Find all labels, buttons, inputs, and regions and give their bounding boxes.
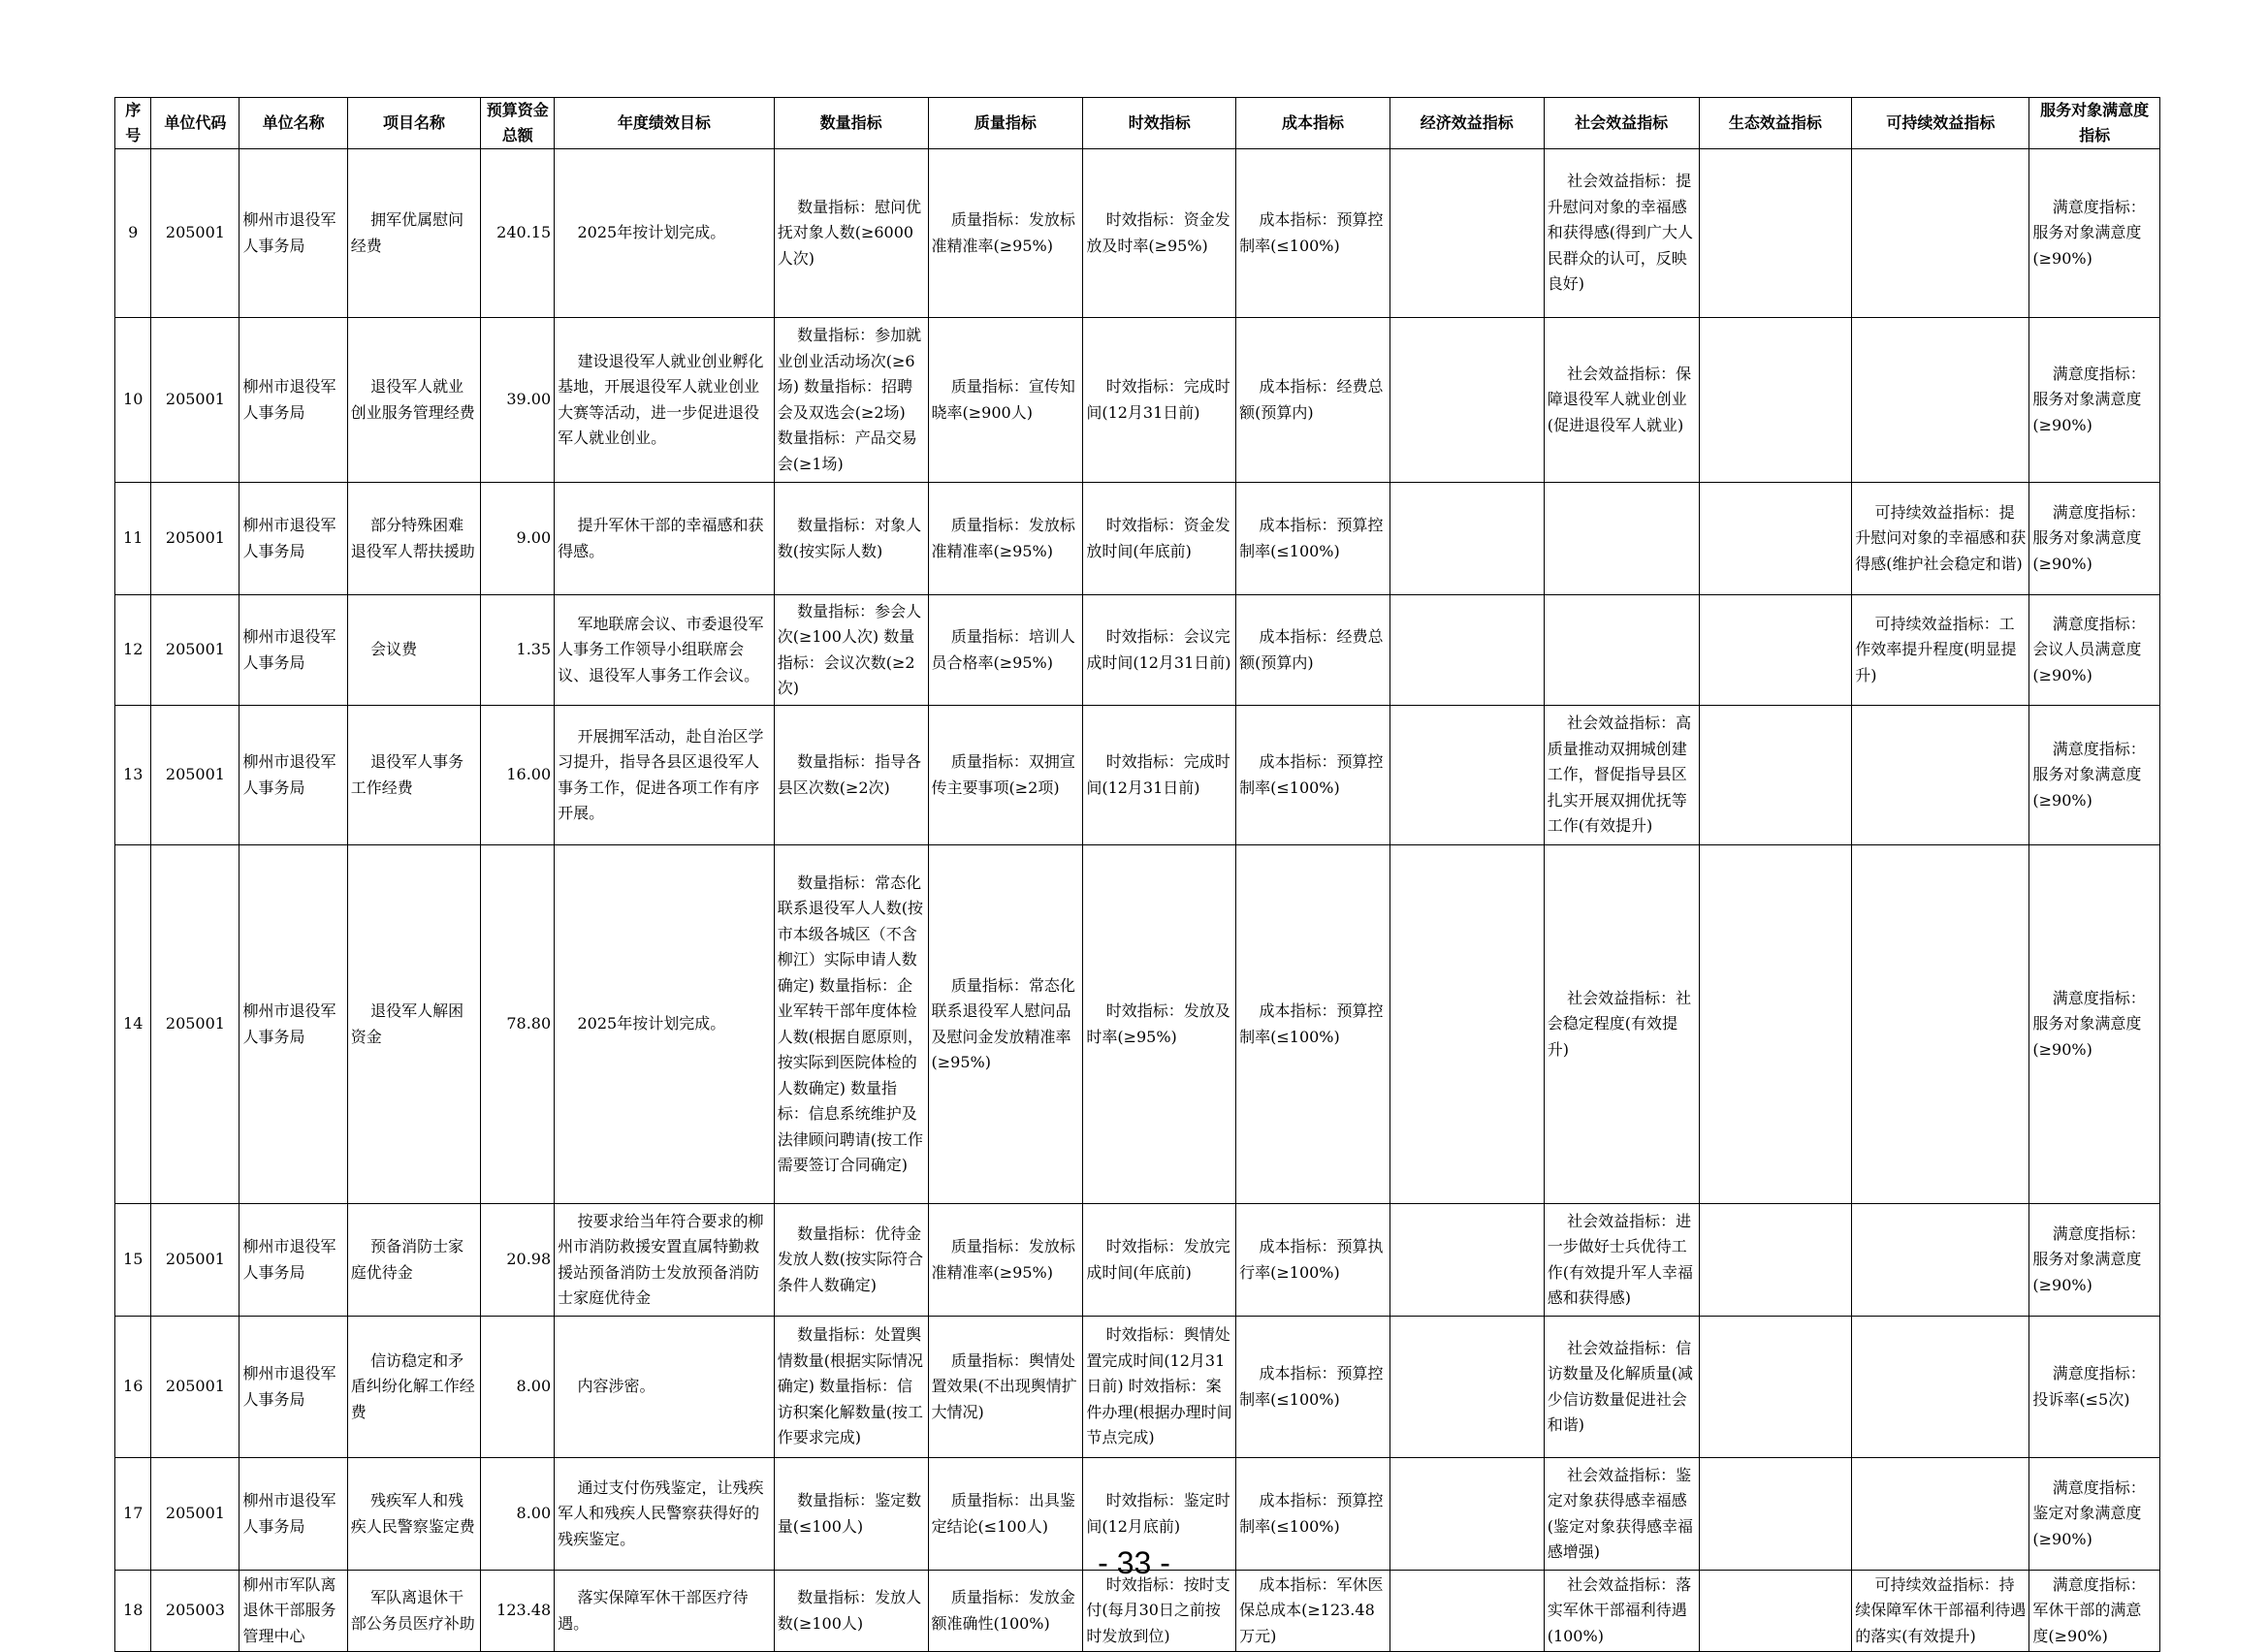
cell-quantity-indicator: 数量指标：参会人次(≥100人次) 数量指标：会议次数(≥2次) [774,595,928,706]
table-row [115,845,2160,1204]
cell-cost-indicator: 成本指标：预算控制率(≤100%) [1236,149,1390,318]
table-row [115,1571,2160,1652]
cell-annual-goal: 通过支付伤残鉴定，让残疾军人和残疾人民警察获得好的残疾鉴定。 [555,1458,775,1571]
cell-unit-code: 205001 [151,1204,240,1317]
cell-cost-indicator: 成本指标：预算控制率(≤100%) [1236,483,1390,595]
cell-quantity-indicator: 数量指标：鉴定数量(≤100人) [774,1458,928,1571]
header-cell: 序号 [115,98,151,149]
header-cell: 项目名称 [347,98,481,149]
cell-quantity-indicator: 数量指标：发放人数(≥100人) [774,1571,928,1652]
cell-quantity-indicator: 数量指标：参加就业创业活动场次(≥6场) 数量指标：招聘会及双选会(≥2场) 数量指标：产品交易会(≥1场) [774,318,928,483]
cell-satisfaction-indicator: 满意度指标：鉴定对象满意度(≥90%) [2029,1458,2160,1571]
cell-project-name: 预备消防士家庭优待金 [347,1204,481,1317]
cell-sustainable-benefit [1852,1204,2029,1317]
cell-budget: 240.15 [481,149,555,318]
header-cell: 年度绩效目标 [555,98,775,149]
cell-seq: 13 [115,706,151,845]
cell-quantity-indicator: 数量指标：优待金发放人数(按实际符合条件人数确定) [774,1204,928,1317]
cell-budget: 39.00 [481,318,555,483]
header-cell: 社会效益指标 [1544,98,1699,149]
cell-satisfaction-indicator: 满意度指标：服务对象满意度(≥90%) [2029,483,2160,595]
header-cell: 经济效益指标 [1390,98,1544,149]
cell-annual-goal: 建设退役军人就业创业孵化基地，开展退役军人就业创业大赛等活动，进一步促进退役军人就业创业。 [555,318,775,483]
cell-project-name: 退役军人就业创业服务管理经费 [347,318,481,483]
cell-budget: 8.00 [481,1317,555,1458]
cell-ecological-benefit [1699,318,1852,483]
cell-unit-code: 205001 [151,483,240,595]
cell-satisfaction-indicator: 满意度指标：军休干部的满意度(≥90%) [2029,1571,2160,1652]
cell-satisfaction-indicator: 满意度指标：会议人员满意度(≥90%) [2029,595,2160,706]
cell-timeliness-indicator: 时效指标：完成时间(12月31日前) [1083,706,1236,845]
header-cell: 单位代码 [151,98,240,149]
cell-economic-benefit [1390,1317,1544,1458]
cell-annual-goal: 落实保障军休干部医疗待遇。 [555,1571,775,1652]
cell-sustainable-benefit: 可持续效益指标：工作效率提升程度(明显提升) [1852,595,2029,706]
header-cell: 可持续效益指标 [1852,98,2029,149]
cell-quality-indicator: 质量指标：出具鉴定结论(≤100人) [928,1458,1083,1571]
cell-economic-benefit [1390,149,1544,318]
cell-budget: 9.00 [481,483,555,595]
cell-quantity-indicator: 数量指标：处置舆情数量(根据实际情况确定) 数量指标：信访积案化解数量(按工作要求完成) [774,1317,928,1458]
cell-unit-name: 柳州市退役军人事务局 [240,845,347,1204]
cell-social-benefit: 社会效益指标：鉴定对象获得感幸福感(鉴定对象获得感幸福感增强) [1544,1458,1699,1571]
cell-social-benefit [1544,483,1699,595]
cell-satisfaction-indicator: 满意度指标：服务对象满意度(≥90%) [2029,706,2160,845]
cell-social-benefit: 社会效益指标：信访数量及化解质量(减少信访数量促进社会和谐) [1544,1317,1699,1458]
table-row [115,483,2160,595]
table-row [115,706,2160,845]
cell-annual-goal: 开展拥军活动，赴自治区学习提升，指导各县区退役军人事务工作，促进各项工作有序开展。 [555,706,775,845]
cell-ecological-benefit [1699,1571,1852,1652]
cell-quantity-indicator: 数量指标：慰问优抚对象人数(≥6000人次) [774,149,928,318]
cell-seq: 15 [115,1204,151,1317]
header-cell: 生态效益指标 [1699,98,1852,149]
cell-satisfaction-indicator: 满意度指标：服务对象满意度(≥90%) [2029,845,2160,1204]
header-cell: 质量指标 [928,98,1083,149]
cell-economic-benefit [1390,483,1544,595]
cell-quality-indicator: 质量指标：培训人员合格率(≥95%) [928,595,1083,706]
cell-unit-code: 205001 [151,706,240,845]
table-body [115,149,2160,1652]
cell-project-name: 军队离退休干部公务员医疗补助 [347,1571,481,1652]
cell-unit-name: 柳州市退役军人事务局 [240,1204,347,1317]
cell-timeliness-indicator: 时效指标：发放及时率(≥95%) [1083,845,1236,1204]
cell-project-name: 信访稳定和矛盾纠纷化解工作经费 [347,1317,481,1458]
cell-social-benefit: 社会效益指标：保障退役军人就业创业(促进退役军人就业) [1544,318,1699,483]
cell-social-benefit: 社会效益指标：社会稳定程度(有效提升) [1544,845,1699,1204]
cell-economic-benefit [1390,595,1544,706]
cell-quality-indicator: 质量指标：双拥宣传主要事项(≥2项) [928,706,1083,845]
cell-satisfaction-indicator: 满意度指标：投诉率(≤5次) [2029,1317,2160,1458]
cell-seq: 17 [115,1458,151,1571]
cell-ecological-benefit [1699,1317,1852,1458]
cell-project-name: 退役军人解困资金 [347,845,481,1204]
cell-social-benefit [1544,595,1699,706]
cell-cost-indicator: 成本指标：预算控制率(≤100%) [1236,1317,1390,1458]
table-row [115,595,2160,706]
cell-seq: 14 [115,845,151,1204]
table-row [115,1317,2160,1458]
cell-cost-indicator: 成本指标：预算控制率(≤100%) [1236,706,1390,845]
cell-project-name: 残疾军人和残疾人民警察鉴定费 [347,1458,481,1571]
cell-unit-code: 205003 [151,1571,240,1652]
cell-sustainable-benefit [1852,318,2029,483]
cell-unit-name: 柳州市退役军人事务局 [240,1458,347,1571]
cell-social-benefit: 社会效益指标：提升慰问对象的幸福感和获得感(得到广大人民群众的认可，反映良好) [1544,149,1699,318]
cell-satisfaction-indicator: 满意度指标：服务对象满意度(≥90%) [2029,149,2160,318]
header-cell: 时效指标 [1083,98,1236,149]
cell-timeliness-indicator: 时效指标：鉴定时间(12月底前) [1083,1458,1236,1571]
cell-unit-name: 柳州市退役军人事务局 [240,149,347,318]
cell-ecological-benefit [1699,595,1852,706]
cell-ecological-benefit [1699,149,1852,318]
cell-cost-indicator: 成本指标：经费总额(预算内) [1236,595,1390,706]
cell-project-name: 拥军优属慰问经费 [347,149,481,318]
header-cell: 服务对象满意度指标 [2029,98,2160,149]
cell-cost-indicator: 成本指标：军休医保总成本(≥123.48万元) [1236,1571,1390,1652]
cell-ecological-benefit [1699,845,1852,1204]
cell-seq: 9 [115,149,151,318]
cell-social-benefit: 社会效益指标：高质量推动双拥城创建工作，督促指导县区扎实开展双拥优抚等工作(有效提升) [1544,706,1699,845]
cell-annual-goal: 2025年按计划完成。 [555,845,775,1204]
cell-project-name: 部分特殊困难退役军人帮扶援助 [347,483,481,595]
cell-unit-name: 柳州市退役军人事务局 [240,706,347,845]
cell-sustainable-benefit [1852,1317,2029,1458]
performance-table [114,97,2160,1652]
cell-sustainable-benefit [1852,845,2029,1204]
cell-quality-indicator: 质量指标：常态化联系退役军人慰问品及慰问金发放精准率(≥95%) [928,845,1083,1204]
cell-social-benefit: 社会效益指标：进一步做好士兵优待工作(有效提升军人幸福感和获得感) [1544,1204,1699,1317]
cell-timeliness-indicator: 时效指标：会议完成时间(12月31日前) [1083,595,1236,706]
cell-quality-indicator: 质量指标：发放标准精准率(≥95%) [928,149,1083,318]
cell-seq: 11 [115,483,151,595]
cell-satisfaction-indicator: 满意度指标：服务对象满意度(≥90%) [2029,1204,2160,1317]
cell-timeliness-indicator: 时效指标：发放完成时间(年底前) [1083,1204,1236,1317]
cell-unit-code: 205001 [151,1317,240,1458]
cell-budget: 78.80 [481,845,555,1204]
cell-quantity-indicator: 数量指标：指导各县区次数(≥2次) [774,706,928,845]
cell-budget: 1.35 [481,595,555,706]
cell-quality-indicator: 质量指标：发放标准精准率(≥95%) [928,483,1083,595]
cell-quantity-indicator: 数量指标：对象人数(按实际人数) [774,483,928,595]
cell-cost-indicator: 成本指标：预算控制率(≤100%) [1236,1458,1390,1571]
cell-economic-benefit [1390,318,1544,483]
cell-annual-goal: 提升军休干部的幸福感和获得感。 [555,483,775,595]
table-header-row [115,98,2160,149]
page-number: - 33 - [1098,1545,1170,1580]
cell-unit-code: 205001 [151,149,240,318]
cell-unit-name: 柳州市退役军人事务局 [240,318,347,483]
cell-cost-indicator: 成本指标：预算执行率(≥100%) [1236,1204,1390,1317]
cell-unit-name: 柳州市退役军人事务局 [240,1317,347,1458]
cell-economic-benefit [1390,706,1544,845]
header-cell: 单位名称 [240,98,347,149]
table-row [115,149,2160,318]
cell-seq: 10 [115,318,151,483]
cell-budget: 123.48 [481,1571,555,1652]
cell-timeliness-indicator: 时效指标：完成时间(12月31日前) [1083,318,1236,483]
cell-budget: 8.00 [481,1458,555,1571]
cell-annual-goal: 2025年按计划完成。 [555,149,775,318]
cell-seq: 12 [115,595,151,706]
cell-quality-indicator: 质量指标：舆情处置效果(不出现舆情扩大情况) [928,1317,1083,1458]
cell-cost-indicator: 成本指标：预算控制率(≤100%) [1236,845,1390,1204]
cell-timeliness-indicator: 时效指标：舆情处置完成时间(12月31日前) 时效指标：案件办理(根据办理时间节点完成) [1083,1317,1236,1458]
cell-unit-code: 205001 [151,845,240,1204]
cell-annual-goal: 按要求给当年符合要求的柳州市消防救援安置直属特勤救援站预备消防士发放预备消防士家庭优待金 [555,1204,775,1317]
cell-quality-indicator: 质量指标：发放标准精准率(≥95%) [928,1204,1083,1317]
header-cell: 预算资金总额 [481,98,555,149]
cell-annual-goal: 军地联席会议、市委退役军人事务工作领导小组联席会议、退役军人事务工作会议。 [555,595,775,706]
cell-quality-indicator: 质量指标：发放金额准确性(100%) [928,1571,1083,1652]
cell-cost-indicator: 成本指标：经费总额(预算内) [1236,318,1390,483]
cell-satisfaction-indicator: 满意度指标：服务对象满意度(≥90%) [2029,318,2160,483]
cell-seq: 16 [115,1317,151,1458]
cell-project-name: 会议费 [347,595,481,706]
cell-timeliness-indicator: 时效指标：资金发放时间(年底前) [1083,483,1236,595]
cell-quality-indicator: 质量指标：宣传知晓率(≥900人) [928,318,1083,483]
header-cell: 数量指标 [774,98,928,149]
cell-timeliness-indicator: 时效指标：资金发放及时率(≥95%) [1083,149,1236,318]
header-cell: 成本指标 [1236,98,1390,149]
cell-ecological-benefit [1699,706,1852,845]
cell-sustainable-benefit [1852,706,2029,845]
cell-sustainable-benefit [1852,149,2029,318]
cell-economic-benefit [1390,1571,1544,1652]
table-row [115,1204,2160,1317]
cell-budget: 16.00 [481,706,555,845]
cell-unit-name: 柳州市退役军人事务局 [240,595,347,706]
cell-ecological-benefit [1699,1204,1852,1317]
cell-social-benefit: 社会效益指标：落实军休干部福利待遇(100%) [1544,1571,1699,1652]
cell-project-name: 退役军人事务工作经费 [347,706,481,845]
cell-ecological-benefit [1699,483,1852,595]
cell-sustainable-benefit: 可持续效益指标：持续保障军休干部福利待遇的落实(有效提升) [1852,1571,2029,1652]
cell-timeliness-indicator: 时效指标：按时支付(每月30日之前按时发放到位) [1083,1571,1236,1652]
cell-annual-goal: 内容涉密。 [555,1317,775,1458]
cell-unit-code: 205001 [151,1458,240,1571]
cell-sustainable-benefit: 可持续效益指标：提升慰问对象的幸福感和获得感(维护社会稳定和谐) [1852,483,2029,595]
cell-quantity-indicator: 数量指标：常态化联系退役军人人数(按市本级各城区（不含柳江）实际申请人数确定) 数量指标：企业军转干部年度体检人数(根据自愿原则，按实际到医院体检的人数确定) 数量指标：信息系统维护及法律顾问聘请(按工作需要签订合同确定) [774,845,928,1204]
cell-economic-benefit [1390,845,1544,1204]
cell-unit-code: 205001 [151,595,240,706]
cell-unit-name: 柳州市军队离退休干部服务管理中心 [240,1571,347,1652]
cell-unit-code: 205001 [151,318,240,483]
table-row [115,318,2160,483]
cell-seq: 18 [115,1571,151,1652]
cell-unit-name: 柳州市退役军人事务局 [240,483,347,595]
cell-economic-benefit [1390,1204,1544,1317]
cell-budget: 20.98 [481,1204,555,1317]
